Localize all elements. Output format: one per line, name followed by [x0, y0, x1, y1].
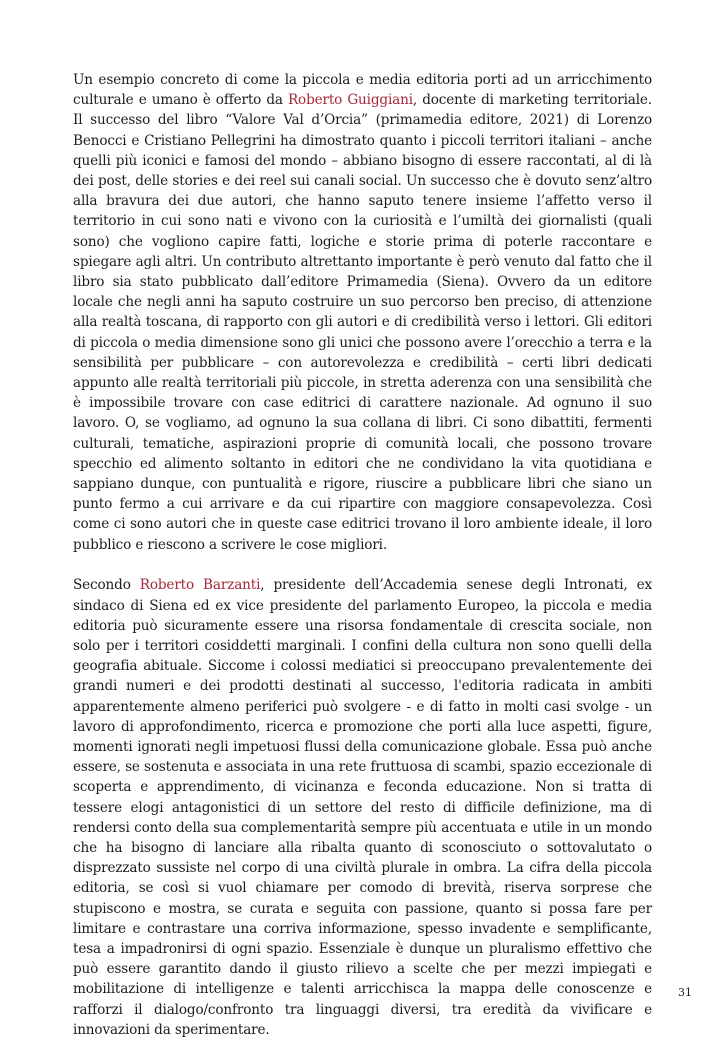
- paragraph-barzanti: [73, 575, 652, 1040]
- person-name-guiggiani: Roberto Guiggiani: [287, 92, 413, 109]
- page-number: 31: [678, 986, 692, 999]
- paragraph-text-end: , presidente dell’Accademia senese degli Intronati, ex sindaco di Siena ed ex vice presidente del parlamento Europeo, la piccola e media editoria può sicuramente essere una risorsa fondamentale di crescita sociale, non solo per i territori cosiddetti marginali. I confini della cultura non sono quelli della geografia abituale. Siccome i colossi mediatici si preoccupano prevalentemente dei grandi numeri e dei prodotti destinati al successo, l'editoria radicata in ambiti apparentemente almeno periferici può svolgere - e di fatto in molti casi svolge - un lavoro di approfondimento, ricerca e promozione che porti alla luce aspetti, figure, momenti ignorati negli impetuosi flussi della comunicazione globale. Essa può anche essere, se sostenuta e associata in una rete fruttuosa di scambi, spazio eccezionale di scoperta e apprendimento, di vicinanza e feconda educazione. Non si tratta di tessere elogi antagonistici di un settore del resto di difficile definizione, ma di rendersi conto della sua complementarità sempre più accentuata e utile in un mondo che ha bisogno di lanciare alla ribalta quanto di sconosciuto o sottovalutato o disprezzato sussiste nel corpo di una civiltà plurale in ombra. La cifra della piccola editoria, se così si vuol chiamare per comodo di brevità, riserva sorprese che stupiscono e mostra, se curata e seguita con passione, quanto si possa fare per limitare e contrastare una corriva informazione, spesso invadente e semplificante, tesa a impadronirsi di ogni spazio. Essenziale è dunque un pluralismo effettivo che può essere garantito dando il giusto rilievo a scelte che per mezzi impiegati e mobilitazione di intelligenze e talenti arricchisca la mappa delle conoscenze e rafforzi il dialogo/confronto tra linguaggi diversi, tra eredità da vivificare e innovazioni da sperimentare.: [73, 577, 652, 1038]
- document-page: [73, 70, 652, 1040]
- person-name-barzanti: Roberto Barzanti: [139, 577, 261, 594]
- paragraph-guiggiani: [73, 70, 652, 555]
- paragraph-text-start: Un esempio concreto di come la piccola e media editoria porti ad un arricchimento culturale e umano è offerto da: [73, 72, 652, 109]
- paragraph-text-start: Secondo: [73, 577, 140, 594]
- paragraph-text-end: , docente di marketing territoriale. Il successo del libro “Valore Val d’Orcia” (primamedia editore, 2021) di Lorenzo Benocci e Cristiano Pellegrini ha dimostrato quanto i piccoli territori italiani – anche quelli più iconici e famosi del mondo – abbiano bisogno di essere raccontati, al di là dei post, delle stories e dei reel sui canali social. Un successo che è dovuto senz’altro alla bravura dei due autori, che hanno saputo tenere insieme l’affetto verso il territorio in cui sono nati e vivono con la curiosità e l’umiltà dei giornalisti (quali sono) che vogliono capire fatti, logiche e storie prima di poterle raccontare e spiegare agli altri. Un contributo altrettanto importante è però venuto dal fatto che il libro sia stato pubblicato dall’editore Primamedia (Siena). Ovvero da un editore locale che negli anni ha saputo costruire un suo percorso ben preciso, di attenzione alla realtà toscana, di rapporto con gli autori e di credibilità verso i lettori. Gli editori di piccola o media dimensione sono gli unici che possono avere l’orecchio a terra e la sensibilità per pubblicare – con autorevolezza e credibilità – certi libri dedicati appunto alle realtà territoriali più piccole, in stretta aderenza con una sensibilità che è impossibile trovare con case editrici di carattere nazionale. Ad ognuno il suo lavoro. O, se vogliamo, ad ognuno la sua collana di libri. Ci sono dibattiti, fermenti culturali, tematiche, aspirazioni proprie di comunità locali, che possono trovare specchio ed alimento soltanto in editori che ne condividano la vita quotidiana e sappiano dunque, con puntualità e rigore, riuscire a pubblicare libri che siano un punto fermo a cui arrivare e da cui ripartire con maggiore consapevolezza. Così come ci sono autori che in queste case editrici trovano il loro ambiente ideale, il loro pubblico e riescono a scrivere le cose migliori.: [73, 92, 652, 553]
